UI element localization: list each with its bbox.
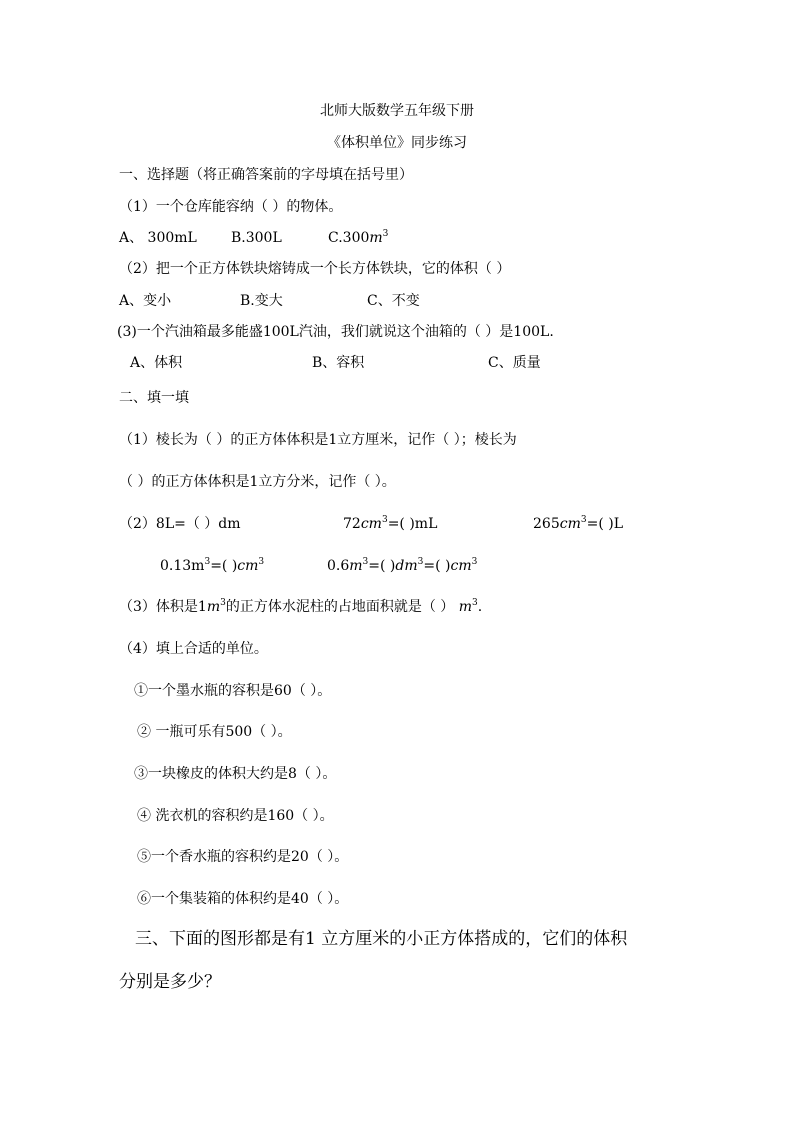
fill-q4-item-1: ①一个墨水瓶的容积是60（ ）。 <box>134 683 332 699</box>
fill-q1-line1: （1）棱长为（ ）的正方体体积是1立方厘米，记作（ ）；棱长为 <box>119 432 517 448</box>
fill-q4-item-6: ⑥一个集装箱的体积约是40（ ）。 <box>137 891 349 907</box>
fill-q2-d: $0.13m^3=$( )$cm^3$ <box>160 557 265 574</box>
section3-line1: 三、下面的图形都是有1 立方厘米的小正方体搭成的，它们的体积 <box>135 929 628 949</box>
q3-option-b: B、容积 <box>312 355 365 371</box>
fill-q4-item-4: ④ 洗衣机的容积约是160（ ）。 <box>137 808 334 824</box>
fill-q2-a: （2）8L=（ ）dm <box>119 516 241 532</box>
fill-q2-c: $265cm^3=$( )L <box>533 515 623 532</box>
q2-option-c: C、不变 <box>367 293 420 309</box>
q3-stem: (3)一个汽油箱最多能盛100L汽油，我们就说这个油箱的（ ）是100L. <box>117 324 554 340</box>
q1-stem: （1）一个仓库能容纳（ ）的物体。 <box>119 199 343 215</box>
fill-q4-item-2: ② 一瓶可乐有500（ ）。 <box>137 724 292 740</box>
section2-heading: 二、填一填 <box>119 390 189 406</box>
q1-option-a: A、 300mL <box>119 230 197 246</box>
q2-option-b: B.变大 <box>240 293 283 309</box>
fill-q3: （3）体积是$1m^3$的正方体水泥柱的占地面积就是（ ） $m^3$. <box>119 598 483 615</box>
fill-q4-item-3: ③一块橡皮的体积大约是8（ ）。 <box>134 766 337 782</box>
q2-stem: （2）把一个正方体铁块熔铸成一个长方体铁块，它的体积（ ） <box>119 261 511 277</box>
q1-option-c: $C.300m^3$ <box>328 229 389 246</box>
q3-option-c: C、质量 <box>488 355 541 371</box>
q2-option-a: A、变小 <box>119 293 172 309</box>
fill-q4-item-5: ⑤一个香水瓶的容积约是20（ ）。 <box>137 849 349 865</box>
fill-q2-e: $0.6m^3=$( )$dm^3=$( )$cm^3$ <box>327 557 478 574</box>
q3-option-a: A、体积 <box>130 355 183 371</box>
section3-line2: 分别是多少？ <box>119 972 221 992</box>
q1-option-b: B.300L <box>231 230 282 246</box>
section1-heading: 一、选择题（将正确答案前的字母填在括号里） <box>119 167 413 183</box>
fill-q2-b: $72cm^3=$( )mL <box>343 515 438 532</box>
page-title: 北师大版数学五年级下册 <box>320 103 474 119</box>
fill-q4-stem: （4）填上合适的单位。 <box>119 641 268 657</box>
page-subtitle: 《体积单位》同步练习 <box>327 135 467 151</box>
fill-q1-line2: （ ）的正方体体积是1立方分米，记作（ ）。 <box>119 474 396 490</box>
